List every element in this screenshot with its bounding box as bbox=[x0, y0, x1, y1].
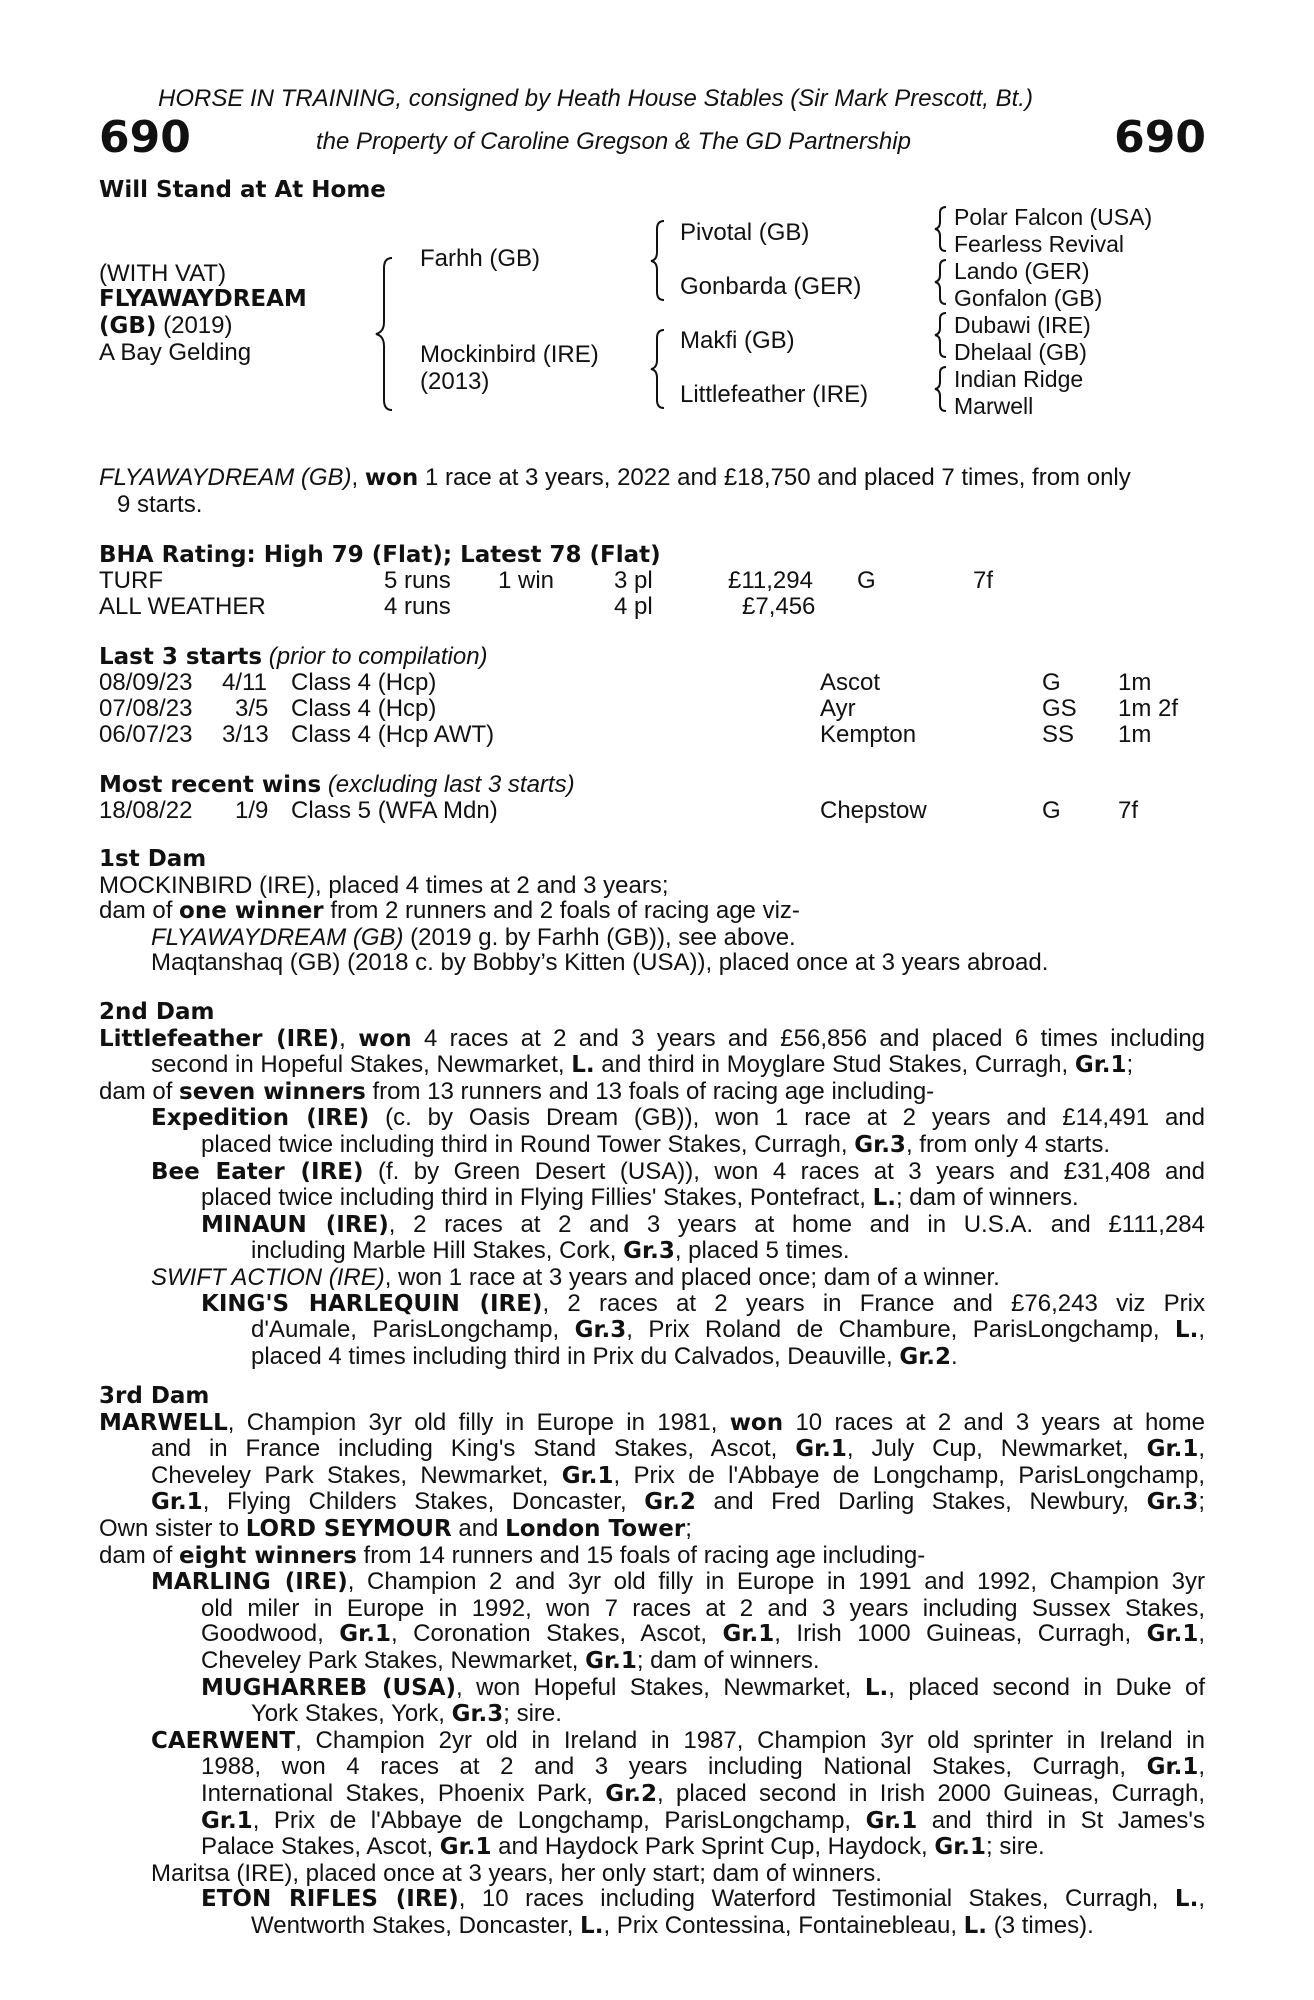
third-dam-line: Own sister to LORD SEYMOUR and London Tower; bbox=[99, 1514, 692, 1542]
first-dam-section bbox=[99, 847, 1205, 976]
second-dam-heading: 2nd Dam bbox=[99, 999, 215, 1025]
vat-label: (WITH VAT) bbox=[99, 260, 227, 287]
second-dam-line: dam of seven winners from 13 runners and 13 foals of racing age including- bbox=[99, 1077, 935, 1105]
rating-row-turf: TURF 5 runs 1 win 3 pl £11,294 G 7f bbox=[99, 567, 994, 594]
first-dam-line: MOCKINBIRD (IRE), placed 4 times at 2 and 3 years; bbox=[99, 871, 669, 899]
great-grandsire-8: Marwell bbox=[954, 393, 1034, 419]
third-dam-line: International Stakes, Phoenix Park, Gr.2, placed second in Irish 2000 Guineas, Curragh, bbox=[201, 1779, 1205, 1807]
third-dam-line: Goodwood, Gr.1, Coronation Stakes, Ascot, Gr.1, Irish 1000 Guineas, Curragh, Gr.1, bbox=[201, 1620, 1206, 1648]
great-grandsire-7: Indian Ridge bbox=[954, 366, 1084, 392]
great-grandsire-5: Dubawi (IRE) bbox=[954, 312, 1091, 338]
stand-line: Will Stand at At Home bbox=[99, 177, 386, 203]
third-dam-line: Maritsa (IRE), placed once at 3 years, her only start; dam of winners. bbox=[151, 1859, 882, 1887]
third-dam-line: Gr.1, Prix de l'Abbaye de Longchamp, ParisLongchamp, Gr.1 and third in St James's bbox=[201, 1806, 1205, 1834]
third-dam-heading: 3rd Dam bbox=[99, 1383, 210, 1409]
third-dam-line: dam of eight winners from 14 runners and 15 foals of racing age including- bbox=[99, 1541, 926, 1569]
third-dam-line: Cheveley Park Stakes, Newmarket, Gr.1; dam of winners. bbox=[201, 1646, 820, 1674]
first-dam-heading: 1st Dam bbox=[99, 846, 207, 872]
third-dam-section bbox=[99, 1384, 1205, 1939]
third-dam-line: Cheveley Park Stakes, Newmarket, Gr.1, Prix de l'Abbaye de Longchamp, ParisLongchamp, bbox=[151, 1461, 1206, 1489]
grandsire-2: Gonbarda (GER) bbox=[680, 273, 862, 300]
property-line: the Property of Caroline Gregson & The GD Partnership bbox=[316, 128, 911, 155]
second-dam-line: Bee Eater (IRE) (f. by Green Desert (USA)), won 4 races at 3 years and £31,408 and bbox=[151, 1157, 1205, 1185]
great-grandsire-6: Dhelaal (GB) bbox=[954, 339, 1087, 365]
second-dam-line: placed twice including third in Flying Fillies' Stakes, Pontefract, L.; dam of winners. bbox=[201, 1184, 1079, 1212]
second-dam-line: MINAUN (IRE), 2 races at 2 and 3 years at home and in U.S.A. and £111,284 bbox=[201, 1210, 1205, 1238]
second-dam-line: including Marble Hill Stakes, Cork, Gr.3, placed 5 times. bbox=[251, 1237, 850, 1265]
lot-number-right: 690 bbox=[1114, 112, 1206, 163]
rating-row-aw: ALL WEATHER 4 runs 4 pl £7,456 bbox=[99, 593, 816, 620]
first-dam-line: Maqtanshaq (GB) (2018 c. by Bobby’s Kitten (USA)), placed once at 3 years abroad. bbox=[151, 949, 1049, 977]
third-dam-line: CAERWENT, Champion 2yr old in Ireland in 1987, Champion 3yr old sprinter in Ireland in bbox=[151, 1726, 1205, 1754]
dam-year: (2013) bbox=[420, 368, 490, 395]
second-dam-line: placed twice including third in Round Tower Stakes, Curragh, Gr.3, from only 4 starts. bbox=[201, 1130, 1110, 1158]
last-start-row-3: 06/07/23 3/13 Class 4 (Hcp AWT) Kempton SS 1m bbox=[99, 721, 1152, 748]
second-dam-line: second in Hopeful Stakes, Newmarket, L. and third in Moyglare Stud Stakes, Curragh, Gr.1; bbox=[151, 1051, 1134, 1079]
third-dam-line: York Stakes, York, Gr.3; sire. bbox=[251, 1700, 562, 1728]
horse-name: FLYAWAYDREAM bbox=[99, 286, 307, 312]
third-dam-line: MARWELL, Champion 3yr old filly in Europe in 1981, won 10 races at 2 and 3 years at home bbox=[99, 1408, 1205, 1436]
grandsire-1: Pivotal (GB) bbox=[680, 219, 810, 246]
summary-line-2: 9 starts. bbox=[117, 490, 203, 518]
first-dam-line: FLYAWAYDREAM (GB) (2019 g. by Farhh (GB)), see above. bbox=[151, 923, 796, 951]
third-dam-line: Wentworth Stakes, Doncaster, L., Prix Contessina, Fontainebleau, L. (3 times). bbox=[251, 1911, 1094, 1939]
last-start-row-1: 08/09/23 4/11 Class 4 (Hcp) Ascot G 1m bbox=[99, 669, 1152, 696]
second-dam-line: Littlefeather (IRE), won 4 races at 2 and 3 years and £56,856 and placed 6 times including bbox=[99, 1024, 1206, 1052]
second-dam-section bbox=[99, 1000, 1205, 1370]
last-start-row-2: 07/08/23 3/5 Class 4 (Hcp) Ayr GS 1m 2f bbox=[99, 695, 1179, 722]
dam-name: Mockinbird (IRE) bbox=[420, 341, 599, 368]
third-dam-line: MUGHARREB (USA), won Hopeful Stakes, Newmarket, L., placed second in Duke of bbox=[201, 1673, 1206, 1701]
third-dam-line: ETON RIFLES (IRE), 10 races including Waterford Testimonial Stakes, Curragh, L., bbox=[201, 1885, 1205, 1913]
great-grandsire-4: Gonfalon (GB) bbox=[954, 285, 1103, 311]
summary-line-1: FLYAWAYDREAM (GB), won 1 race at 3 years, 2022 and £18,750 and placed 7 times, from only bbox=[99, 464, 1131, 491]
third-dam-line: MARLING (IRE), Champion 2 and 3yr old filly in Europe in 1991 and 1992, Champion 3yr bbox=[151, 1568, 1206, 1596]
horse-description: A Bay Gelding bbox=[99, 339, 252, 366]
great-grandsire-2: Fearless Revival bbox=[954, 231, 1124, 257]
second-dam-line: d'Aumale, ParisLongchamp, Gr.3, Prix Roland de Chambure, ParisLongchamp, L., bbox=[251, 1316, 1205, 1344]
great-grandsire-3: Lando (GER) bbox=[954, 258, 1090, 284]
third-dam-line: and in France including King's Stand Stakes, Ascot, Gr.1, July Cup, Newmarket, Gr.1, bbox=[151, 1435, 1205, 1463]
consignment-line: HORSE IN TRAINING, consigned by Heath House Stables (Sir Mark Prescott, Bt.) bbox=[158, 85, 1033, 112]
horse-year: (2019) bbox=[163, 312, 233, 339]
second-dam-line: SWIFT ACTION (IRE), won 1 race at 3 years and placed once; dam of a winner. bbox=[151, 1263, 1000, 1291]
recent-wins-title: Most recent wins (excluding last 3 starts) bbox=[99, 771, 575, 798]
third-dam-line: 1988, won 4 races at 2 and 3 years including National Stakes, Curragh, Gr.1, bbox=[201, 1753, 1205, 1781]
rating-title: BHA Rating: High 79 (Flat); Latest 78 (Flat) bbox=[99, 542, 661, 568]
first-dam-line: dam of one winner from 2 runners and 2 foals of racing age viz- bbox=[99, 897, 800, 925]
third-dam-line: Palace Stakes, Ascot, Gr.1 and Haydock Park Sprint Cup, Haydock, Gr.1; sire. bbox=[201, 1833, 1045, 1861]
race-summary bbox=[99, 465, 1205, 517]
last-starts-title: Last 3 starts (prior to compilation) bbox=[99, 643, 488, 670]
grandsire-4: Littlefeather (IRE) bbox=[680, 381, 869, 408]
horse-origin: (GB) bbox=[99, 313, 157, 339]
lot-number-left: 690 bbox=[99, 112, 191, 163]
sire-name: Farhh (GB) bbox=[420, 245, 541, 272]
recent-win-row-1: 18/08/22 1/9 Class 5 (WFA Mdn) Chepstow G 7f bbox=[99, 797, 1139, 824]
second-dam-line: Expedition (IRE) (c. by Oasis Dream (GB)), won 1 race at 2 years and £14,491 and bbox=[151, 1104, 1205, 1132]
third-dam-line: old miler in Europe in 1992, won 7 races at 2 and 3 years including Sussex Stakes, bbox=[201, 1594, 1205, 1622]
grandsire-3: Makfi (GB) bbox=[680, 327, 795, 354]
second-dam-line: placed 4 times including third in Prix du Calvados, Deauville, Gr.2. bbox=[251, 1342, 958, 1370]
second-dam-line: KING'S HARLEQUIN (IRE), 2 races at 2 years in France and £76,243 viz Prix bbox=[201, 1289, 1206, 1317]
third-dam-line: Gr.1, Flying Childers Stakes, Doncaster, Gr.2 and Fred Darling Stakes, Newbury, Gr.3; bbox=[151, 1488, 1205, 1516]
great-grandsire-1: Polar Falcon (USA) bbox=[954, 204, 1153, 230]
